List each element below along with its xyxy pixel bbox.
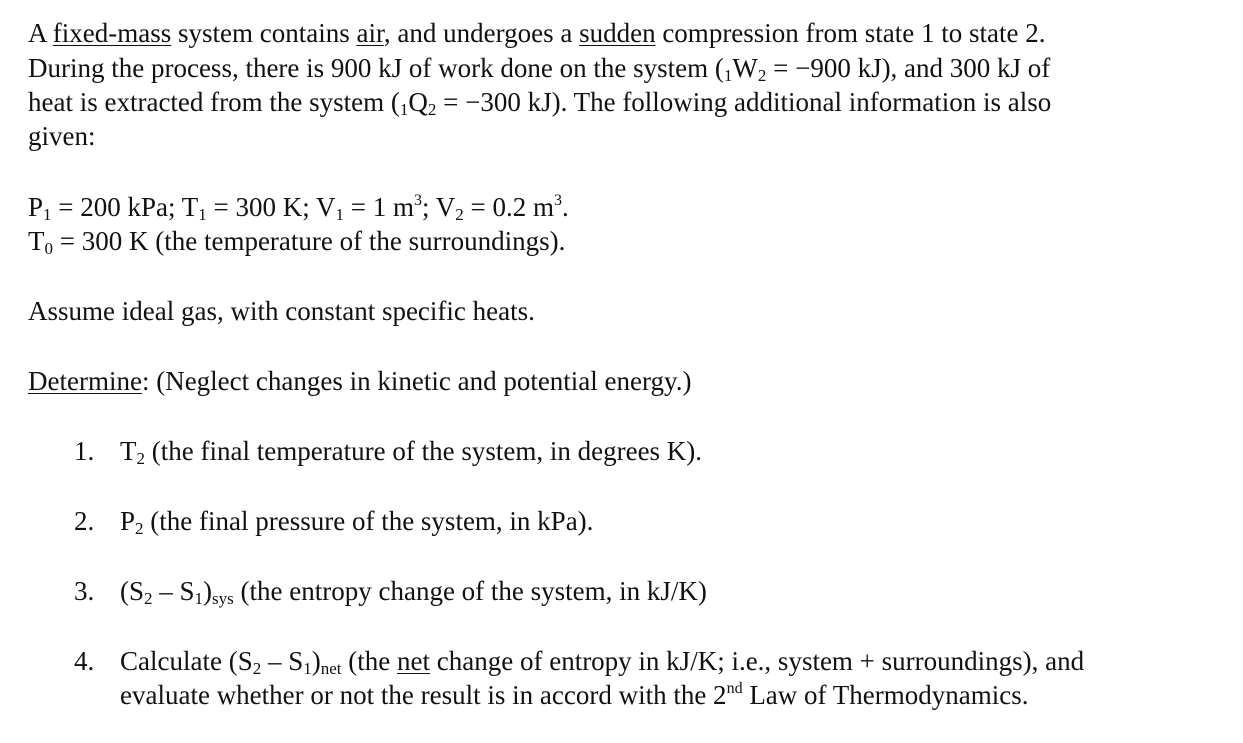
question-item-4-continuation: evaluate whether or not the result is in accord with the 2nd Law of Thermodynamics.: [120, 680, 1029, 710]
net-term: net: [397, 646, 431, 676]
intro-line-3: heat is extracted from the system ($_1Q_2 = -300$ kJ). The following additional information is also: [28, 87, 1052, 119]
question-item-4: 4. Calculate $(S_2 - S_1)_{net}$ (the net change of entropy in kJ/K; i.e., system + surroundings), and: [74, 646, 1085, 678]
question-item-2: 2. $P_2$ (the final pressure of the system, in kPa).: [74, 506, 594, 538]
intro-line-2: During the process, there is 900 kJ of work done on the system ($_1W_2 = -900$ kJ), and 300 kJ of: [28, 53, 1051, 85]
fixed-mass-term: fixed-mass: [52, 18, 172, 48]
question-item-1: 1. $T_2$ (the final temperature of the system, in degrees K).: [74, 436, 703, 468]
determine-label: Determine: [28, 366, 142, 396]
question-item-3: 3. $(S_2 - S_1)_{sys}$ (the entropy change of the system, in kJ/K): [74, 576, 707, 608]
air-term: air: [356, 18, 384, 48]
intro-line-4: given:: [28, 121, 96, 151]
sudden-term: sudden: [579, 18, 656, 48]
intro-line-1: A fixed-mass system contains air, and undergoes a sudden compression from state 1 to state 2.: [28, 18, 1046, 48]
assumption-line: Assume ideal gas, with constant specific heats.: [28, 296, 535, 326]
given-values-line: $P_1 = 200$ kPa; $T_1 = 300$ K; $V_1 = 1$ $m^3$; $V_2 = 0.2$ $m^3$.: [28, 192, 569, 224]
determine-line: Determine: (Neglect changes in kinetic and potential energy.): [28, 366, 692, 396]
surroundings-temp-line: $T_0 = 300$ K (the temperature of the surroundings).: [28, 226, 566, 258]
